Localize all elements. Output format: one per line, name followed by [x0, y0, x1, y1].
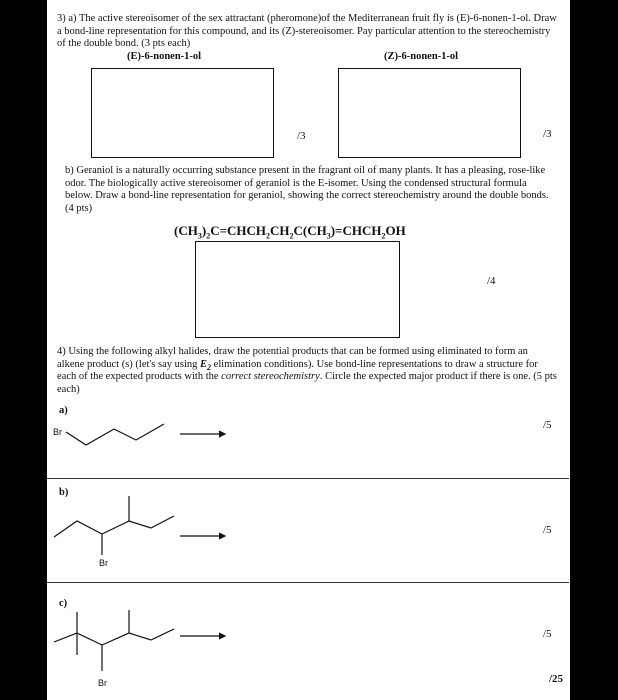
part-b-chain — [54, 516, 174, 537]
z-isomer-label: (Z)-6-nonen-1-ol — [384, 51, 459, 62]
part-a-bromine: Br — [53, 427, 62, 437]
part-a-chain — [66, 424, 164, 445]
score-z-isomer: /3 — [543, 128, 552, 140]
score-geraniol: /4 — [487, 275, 496, 287]
geraniol-formula: $(CH_3)_2C=CHCH_2CH_2C(CH_3)=CHCH_2OH$ — [174, 223, 406, 241]
score-part-b: /5 — [543, 524, 552, 536]
geraniol-drawing-box[interactable] — [195, 241, 400, 338]
z-isomer-drawing-box[interactable] — [338, 68, 521, 158]
divider-b-c — [47, 582, 569, 583]
part-c-structure — [47, 605, 247, 685]
part-c-chain — [54, 629, 174, 645]
e-isomer-label: (E)-6-nonen-1-ol — [127, 51, 202, 62]
score-e-isomer: /3 — [297, 130, 306, 142]
score-part-c: /5 — [543, 628, 552, 640]
part-c-bromine: Br — [98, 678, 107, 688]
part-a-label: a) — [59, 405, 68, 416]
part-a-reaction-arrow — [177, 428, 237, 440]
part-c-label: c) — [59, 598, 68, 609]
q3b-prompt: b) Geraniol is a naturally occurring substance present in the fragrant oil of many plants. It has a pleasing, rose-like odor. The biologically active stereoisomer of geraniol is the E-isomer. Using the condensed structural formula below. Draw a bond-line representation for geraniol, showing the correct stereochemistry around the double bonds. (4 pts) — [65, 165, 549, 214]
part-b-bromine: Br — [99, 558, 108, 568]
score-part-a: /5 — [543, 419, 552, 431]
part-b-reaction-arrow — [177, 530, 237, 542]
part-b-label: b) — [59, 487, 69, 498]
score-total: /25 — [549, 673, 564, 685]
worksheet-page — [47, 0, 570, 700]
divider-a-b — [47, 478, 569, 479]
q3a-prompt: 3) a) The active stereoisomer of the sex attractant (pheromone)of the Mediterranean fruit fly is (E)-6-nonen-1-ol. Draw a bond-line representation for this compound, and its (Z)-stereoisomer. Pay particular attention to the stereochemistry of the double bond. (3 pts each) — [57, 13, 557, 49]
q4-prompt: 4) Using the following alkyl halides, draw the potential products that can be formed using eliminated to form an alkene product (s) (let's say using $E_2$ elimination conditions). Use bond-line representations to draw a structure for each of the expected products with the correct stereochemistry. Circle the expected major product if there is one. (5 pts each) — [57, 346, 557, 395]
e-isomer-drawing-box[interactable] — [91, 68, 274, 158]
part-c-reaction-arrow — [177, 630, 237, 642]
